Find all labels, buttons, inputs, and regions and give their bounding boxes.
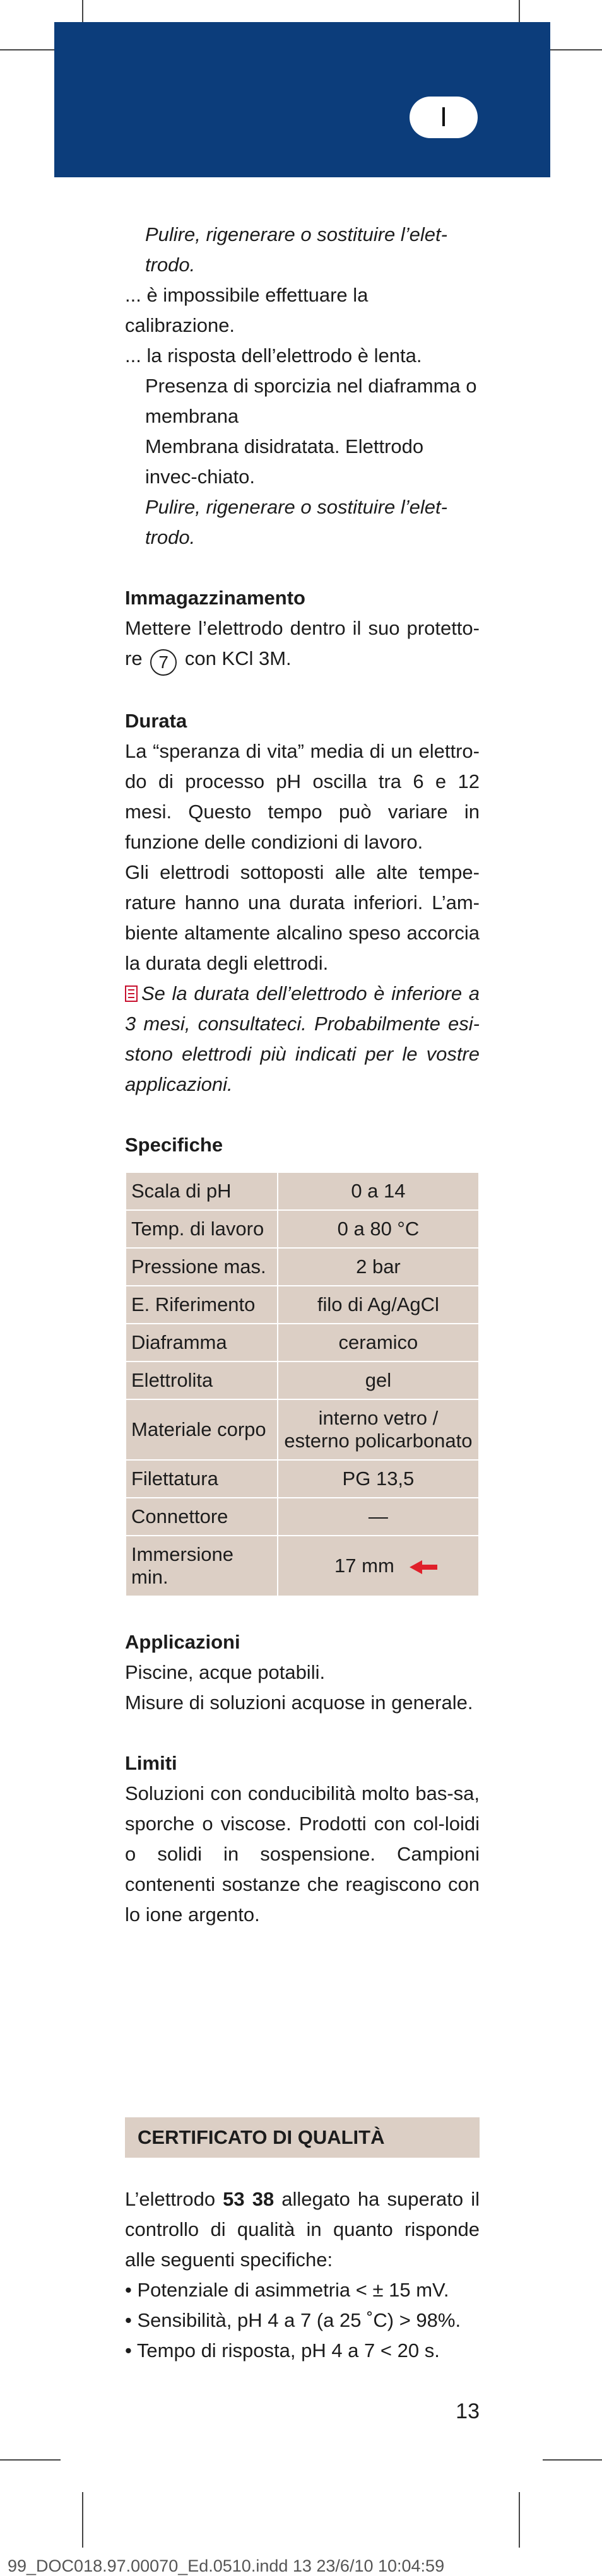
storage-text: Mettere l’elettrodo dentro il suo protetto-re 7 con KCl 3M.	[125, 613, 480, 676]
electrode-model: 53 38	[223, 2188, 274, 2210]
table-row: Diaframma ceramico	[126, 1324, 479, 1362]
table-row: Temp. di lavoro 0 a 80 °C	[126, 1210, 479, 1248]
crop-mark	[82, 2492, 83, 2548]
header-band	[54, 22, 550, 177]
list-item: • Tempo di risposta, pH 4 a 7 < 20 s.	[125, 2336, 480, 2366]
table-row: Elettrolita gel	[126, 1362, 479, 1399]
troubleshooting-symptom: ... la risposta dell’elettrodo è lenta.	[125, 344, 422, 367]
applications-line: Piscine, acque potabili.	[125, 1661, 326, 1683]
section-heading-limits: Limiti	[125, 1752, 177, 1774]
arrow-left-icon	[410, 1560, 422, 1574]
certificate-body	[125, 2184, 480, 2366]
limits-text: Soluzioni con conducibilità molto bas-sa, sporche o viscose. Prodotti con col-loidi o solidi in sospensione. Campioni contenenti sostanze che reagiscono con lo ione argento.	[125, 1782, 480, 1926]
lifetime-paragraph: La “speranza di vita” media di un elettro-do di processo pH oscilla tra 6 e 12 mesi. Questo tempo può variare in funzione delle condizioni di lavoro.	[125, 740, 480, 853]
crop-mark	[519, 2492, 520, 2548]
certificate-heading: CERTIFICATO DI QUALITÀ	[125, 2117, 480, 2158]
print-slug: 99_DOC018.97.00070_Ed.0510.indd 13 23/6/10 10:04:59	[8, 2556, 445, 2575]
troubleshooting-action: Pulire, rigenerare o sostituire l’elet-trodo.	[145, 496, 447, 548]
table-row: E. Riferimento filo di Ag/AgCl	[126, 1286, 479, 1324]
crop-mark	[0, 2459, 61, 2461]
applications-line: Misure di soluzioni acquose in generale.	[125, 1691, 473, 1714]
crop-mark	[0, 49, 61, 50]
table-row: Pressione mas. 2 bar	[126, 1248, 479, 1286]
crop-mark	[543, 49, 602, 50]
note-icon	[125, 985, 138, 1002]
crop-mark	[543, 2459, 602, 2461]
page-number: 13	[456, 2399, 480, 2423]
specs-table	[125, 1172, 480, 1597]
section-heading-specs: Specifiche	[125, 1134, 223, 1156]
language-badge: I	[410, 97, 478, 138]
table-row: Filettatura PG 13,5	[126, 1460, 479, 1498]
list-item: • Potenziale di asimmetria < ± 15 mV.	[125, 2275, 480, 2305]
main-content	[125, 220, 480, 1930]
table-row: Immersione min. 17 mm	[126, 1536, 479, 1596]
lifetime-paragraph: Gli elettrodi sottoposti alle alte tempe-rature hanno una durata inferiori. L’am-biente altamente alcalino speso accorcia la durata degli elettrodi.	[125, 861, 480, 974]
table-row: Connettore —	[126, 1498, 479, 1536]
troubleshooting-cause: Membrana disidratata. Elettrodo invec-chiato.	[145, 435, 424, 488]
table-row: Scala di pH 0 a 14	[126, 1172, 479, 1210]
section-heading-storage: Immagazzinamento	[125, 587, 305, 609]
section-heading-applications: Applicazioni	[125, 1631, 240, 1653]
troubleshooting-cause: Presenza di sporcizia nel diaframma o membrana	[145, 375, 477, 427]
table-row: Materiale corpo interno vetro / esterno policarbonato	[126, 1399, 479, 1460]
immersion-value: 17 mm	[334, 1555, 394, 1577]
troubleshooting-symptom: ... è impossibile effettuare la calibrazione.	[125, 284, 369, 336]
section-heading-lifetime: Durata	[125, 710, 187, 732]
reference-number-badge: 7	[150, 649, 177, 676]
lifetime-note: Se la durata dell’elettrodo è inferiore a 3 mesi, consultateci. Probabilmente esi-stono elettrodi più indicati per le vostre applicazioni.	[125, 982, 480, 1095]
troubleshooting-action: Pulire, rigenerare o sostituire l’elet-trodo.	[145, 223, 447, 276]
list-item: • Sensibilità, pH 4 a 7 (a 25 ˚C) > 98%.	[125, 2305, 480, 2336]
certificate-intro: L’elettrodo 53 38 allegato ha superato il controllo di qualità in quanto risponde alle seguenti specifiche:	[125, 2188, 480, 2271]
